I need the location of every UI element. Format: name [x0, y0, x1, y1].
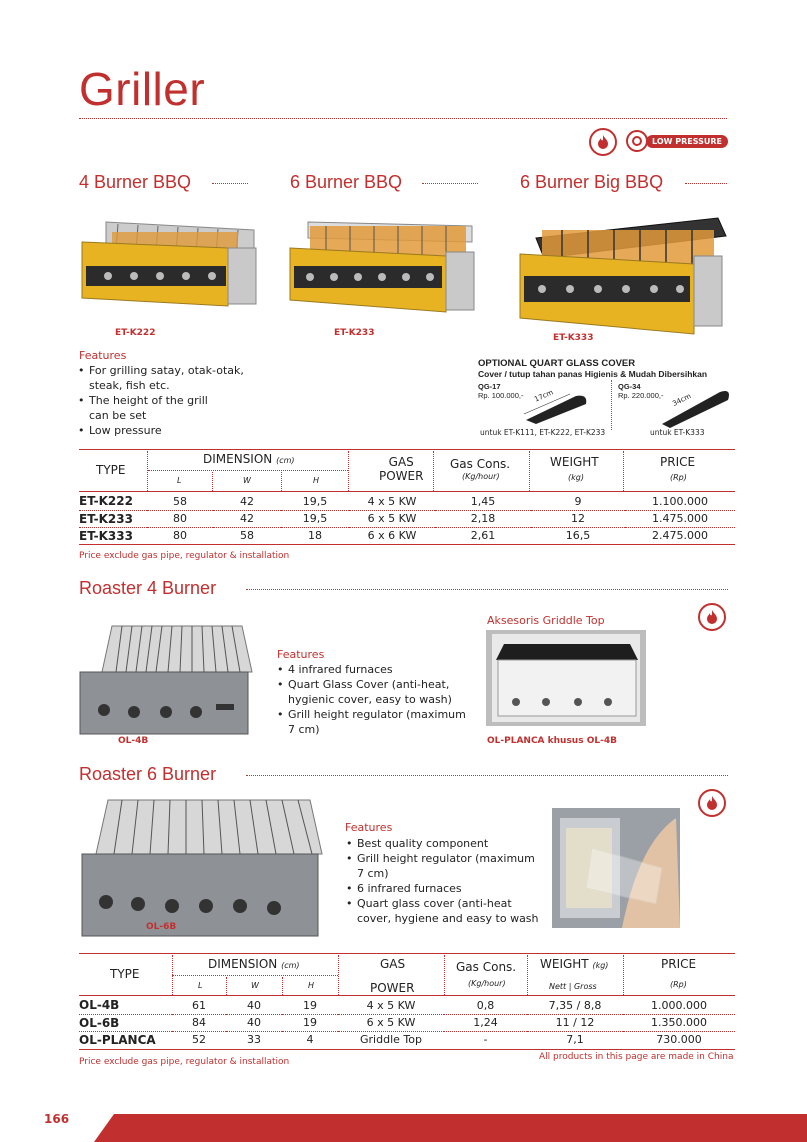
- feature-item: • 4 infrared furnaces: [276, 662, 466, 677]
- griddle-top-label: Aksesoris Griddle Top: [487, 614, 605, 627]
- table-cell: 18: [308, 529, 322, 543]
- t2-h-header: H: [308, 981, 315, 990]
- table-cell: 6 x 5 KW: [366, 1016, 416, 1029]
- table1-top-border: [79, 449, 735, 450]
- section-title-bbq6big: 6 Burner Big BBQ: [520, 172, 664, 192]
- roaster4-features-list: [276, 662, 466, 737]
- section-title-bbq6: 6 Burner BBQ: [290, 172, 403, 192]
- griddle-top-image: [486, 630, 646, 726]
- table-row: [79, 1031, 735, 1048]
- table-cell: 1.475.000: [652, 512, 708, 525]
- bbq-features-list: [77, 363, 257, 438]
- table-cell: 80: [173, 529, 187, 543]
- t1-type-header: TYPE: [96, 463, 126, 477]
- qg17-code: QG-17: [478, 382, 501, 391]
- model-label-et-k222: ET-K222: [115, 328, 156, 338]
- t1-gas-cons-unit: (Kg/hour): [462, 472, 500, 481]
- dots: [685, 183, 727, 184]
- feature-item: • Grill height regulator (maximum 7 cm): [276, 707, 466, 737]
- roaster6-features-list: [345, 836, 541, 926]
- table-cell: 19: [303, 998, 317, 1012]
- dots: [246, 589, 728, 590]
- table-cell: 9: [574, 494, 582, 508]
- flame-badge: [698, 789, 726, 817]
- feature-item: • Grill height regulator (maximum 7 cm): [345, 851, 541, 881]
- model-cell: ET-K233: [79, 511, 133, 526]
- flame-icon: [589, 128, 617, 156]
- table-cell: 6 x 5 KW: [367, 512, 417, 525]
- table-cell: 1,24: [473, 1016, 498, 1029]
- t1-gas-power-header: GAS POWER: [379, 455, 424, 483]
- model-cell: ET-K333: [79, 528, 133, 543]
- table-row: [79, 997, 735, 1014]
- t2-gas-cons-header: Gas Cons.: [456, 960, 517, 974]
- table-cell: 52: [192, 1033, 206, 1047]
- et-k222-image: [78, 208, 260, 320]
- dots: [422, 183, 478, 184]
- t1-dimension-header: DIMENSION (cm): [203, 452, 295, 466]
- feature-item: • 6 infrared furnaces: [345, 881, 541, 896]
- roaster4-features-heading: Features: [277, 648, 325, 661]
- regulator-icon: [626, 130, 648, 152]
- t1-note: Price exclude gas pipe, regulator & installation: [79, 551, 290, 561]
- t2-weight-sub: Nett | Gross: [549, 982, 597, 991]
- title-rule: [79, 118, 727, 119]
- table-cell: 33: [247, 1033, 261, 1047]
- table-cell: 40: [247, 998, 261, 1012]
- t2-dimension-header: DIMENSION (cm): [208, 957, 300, 971]
- model-label-ol-6b: OL-6B: [146, 922, 177, 932]
- flame-icon: [698, 603, 726, 631]
- page-number: 166: [44, 1112, 70, 1126]
- t1-header-border: [79, 491, 735, 492]
- table-cell: 16,5: [565, 529, 591, 543]
- ol-4b-image: [76, 618, 256, 738]
- t2-w-header: W: [251, 981, 259, 990]
- table-cell: 61: [192, 998, 206, 1012]
- glass-cover-subtitle: Cover / tutup tahan panas Higienis & Mudah Dibersihkan: [478, 369, 708, 379]
- model-label-et-k233: ET-K233: [334, 328, 375, 338]
- qg17-length: 17cm: [533, 388, 555, 404]
- qg17-compat: untuk ET-K111, ET-K222, ET-K233: [480, 428, 606, 437]
- t2-note: Price exclude gas pipe, regulator & installation: [79, 1057, 290, 1067]
- qg34-code: QG-34: [618, 382, 641, 391]
- table-cell: 1,45: [470, 494, 496, 508]
- table-cell: 4 x 5 KW: [367, 494, 417, 508]
- model-cell: ET-K222: [79, 494, 133, 509]
- model-label-ol-4b: OL-4B: [118, 736, 149, 746]
- flame-icon: [698, 789, 726, 817]
- qg34-length: 34cm: [671, 392, 693, 408]
- low-pressure-label: LOW PRESSURE: [646, 135, 728, 148]
- model-label-et-k333: ET-K333: [553, 333, 594, 343]
- t1-h-header: H: [313, 476, 320, 485]
- table-cell: 42: [240, 512, 254, 525]
- feature-item: • Low pressure: [77, 423, 257, 438]
- table-cell: 1.000.000: [651, 998, 707, 1012]
- table-row: [79, 493, 735, 510]
- t2-l-header: L: [198, 981, 203, 990]
- et-k333-image: [518, 210, 730, 336]
- model-cell: OL-4B: [79, 998, 120, 1013]
- feature-item: • Best quality component: [345, 836, 541, 851]
- flame-badge: [698, 603, 726, 631]
- t1-weight-unit: (kg): [568, 473, 584, 482]
- glass-cover-title: OPTIONAL QUART GLASS COVER: [478, 358, 636, 369]
- table-cell: 7,35 / 8,8: [548, 998, 602, 1012]
- qg17-info: [478, 382, 523, 400]
- table-cell: 2,18: [470, 512, 496, 525]
- t1-gas-cons-header: Gas Cons.: [450, 457, 511, 471]
- flame-badge: [589, 128, 617, 156]
- table-cell: 84: [192, 1016, 206, 1029]
- t2-gas-header: GAS: [380, 957, 406, 971]
- t2-gas-cons-unit: (Kg/hour): [468, 979, 506, 988]
- glass-divider: [611, 380, 612, 430]
- table-cell: 6 x 6 KW: [367, 529, 417, 543]
- feature-item: • For grilling satay, otak-otak, steak, fish etc.: [77, 363, 257, 393]
- section-title-roaster6: Roaster 6 Burner: [79, 764, 217, 784]
- table-cell: Griddle Top: [360, 1033, 422, 1047]
- table-cell: 2,61: [470, 529, 496, 543]
- feature-item: • The height of the grill can be set: [77, 393, 257, 423]
- qg17-image: [518, 390, 592, 426]
- table-cell: 80: [173, 512, 187, 525]
- dots: [212, 183, 248, 184]
- model-cell: OL-6B: [79, 1015, 120, 1030]
- qg34-compat: untuk ET-K333: [650, 428, 705, 437]
- table-cell: 2.475.000: [652, 529, 708, 543]
- qg34-price: Rp. 220.000,-: [618, 391, 664, 400]
- table-cell: 7,1: [566, 1033, 584, 1047]
- t1-price-unit: (Rp): [670, 473, 687, 482]
- low-pressure-badge: [626, 130, 728, 152]
- t2-price-header: PRICE: [661, 957, 697, 971]
- glass-cover-block: [478, 358, 738, 379]
- qg17-price: Rp. 100.000,-: [478, 391, 524, 400]
- table-row: [79, 1014, 735, 1031]
- table2: [79, 997, 735, 1048]
- table-cell: -: [483, 1033, 488, 1047]
- feature-item: • Quart Glass Cover (anti-heat, hygienic cover, easy to wash): [276, 677, 466, 707]
- table-cell: 40: [247, 1016, 261, 1029]
- t1-bottom-border: [79, 544, 735, 545]
- et-k233-image: [286, 212, 476, 324]
- t1-price-header: PRICE: [660, 455, 696, 469]
- qg34-image: [656, 384, 732, 428]
- table-row: [79, 510, 735, 527]
- table-cell: 19: [303, 1016, 317, 1029]
- table-cell: 11 / 12: [555, 1016, 595, 1029]
- glass-cover-photo: [552, 808, 680, 928]
- made-in-note: All products in this page are made in China: [539, 1052, 734, 1062]
- table-cell: 0,8: [476, 998, 495, 1012]
- section-title-bbq4: 4 Burner BBQ: [79, 172, 192, 192]
- t2-power-header: POWER: [370, 981, 415, 995]
- table-cell: 1.100.000: [652, 494, 708, 508]
- model-label-ol-planca: OL-PLANCA khusus OL-4B: [487, 736, 617, 746]
- table-cell: 12: [571, 512, 585, 525]
- t1-weight-header: WEIGHT: [550, 455, 599, 469]
- table-cell: 42: [240, 494, 254, 508]
- feature-item: • Quart glass cover (anti-heat cover, hygiene and easy to wash: [345, 896, 541, 926]
- ol-6b-image: [78, 796, 328, 940]
- t2-type-header: TYPE: [110, 967, 140, 981]
- table-row: [79, 527, 735, 544]
- model-cell: OL-PLANCA: [79, 1032, 156, 1047]
- table2-top-border: [79, 953, 735, 954]
- table-cell: 4: [306, 1033, 314, 1047]
- table1: [79, 493, 735, 544]
- table-cell: 19,5: [302, 512, 328, 525]
- table-cell: 58: [173, 494, 187, 508]
- t1-l-header: L: [177, 476, 182, 485]
- table-cell: 4 x 5 KW: [366, 998, 416, 1012]
- table-cell: 1.350.000: [651, 1016, 707, 1029]
- roaster6-features-heading: Features: [345, 821, 393, 834]
- bbq-features-heading: Features: [79, 349, 127, 362]
- page-title: Griller: [79, 63, 206, 115]
- t1-dim-rule: [148, 470, 348, 471]
- table-cell: 730.000: [656, 1033, 702, 1047]
- table-cell: 19,5: [302, 494, 328, 508]
- t1-w-header: W: [243, 476, 251, 485]
- table-cell: 58: [240, 529, 254, 543]
- section-title-roaster4: Roaster 4 Burner: [79, 578, 217, 598]
- dots: [246, 775, 728, 776]
- t2-price-unit: (Rp): [670, 980, 687, 989]
- t2-weight-header: WEIGHT (kg): [540, 957, 609, 971]
- footer-band: [94, 1114, 807, 1142]
